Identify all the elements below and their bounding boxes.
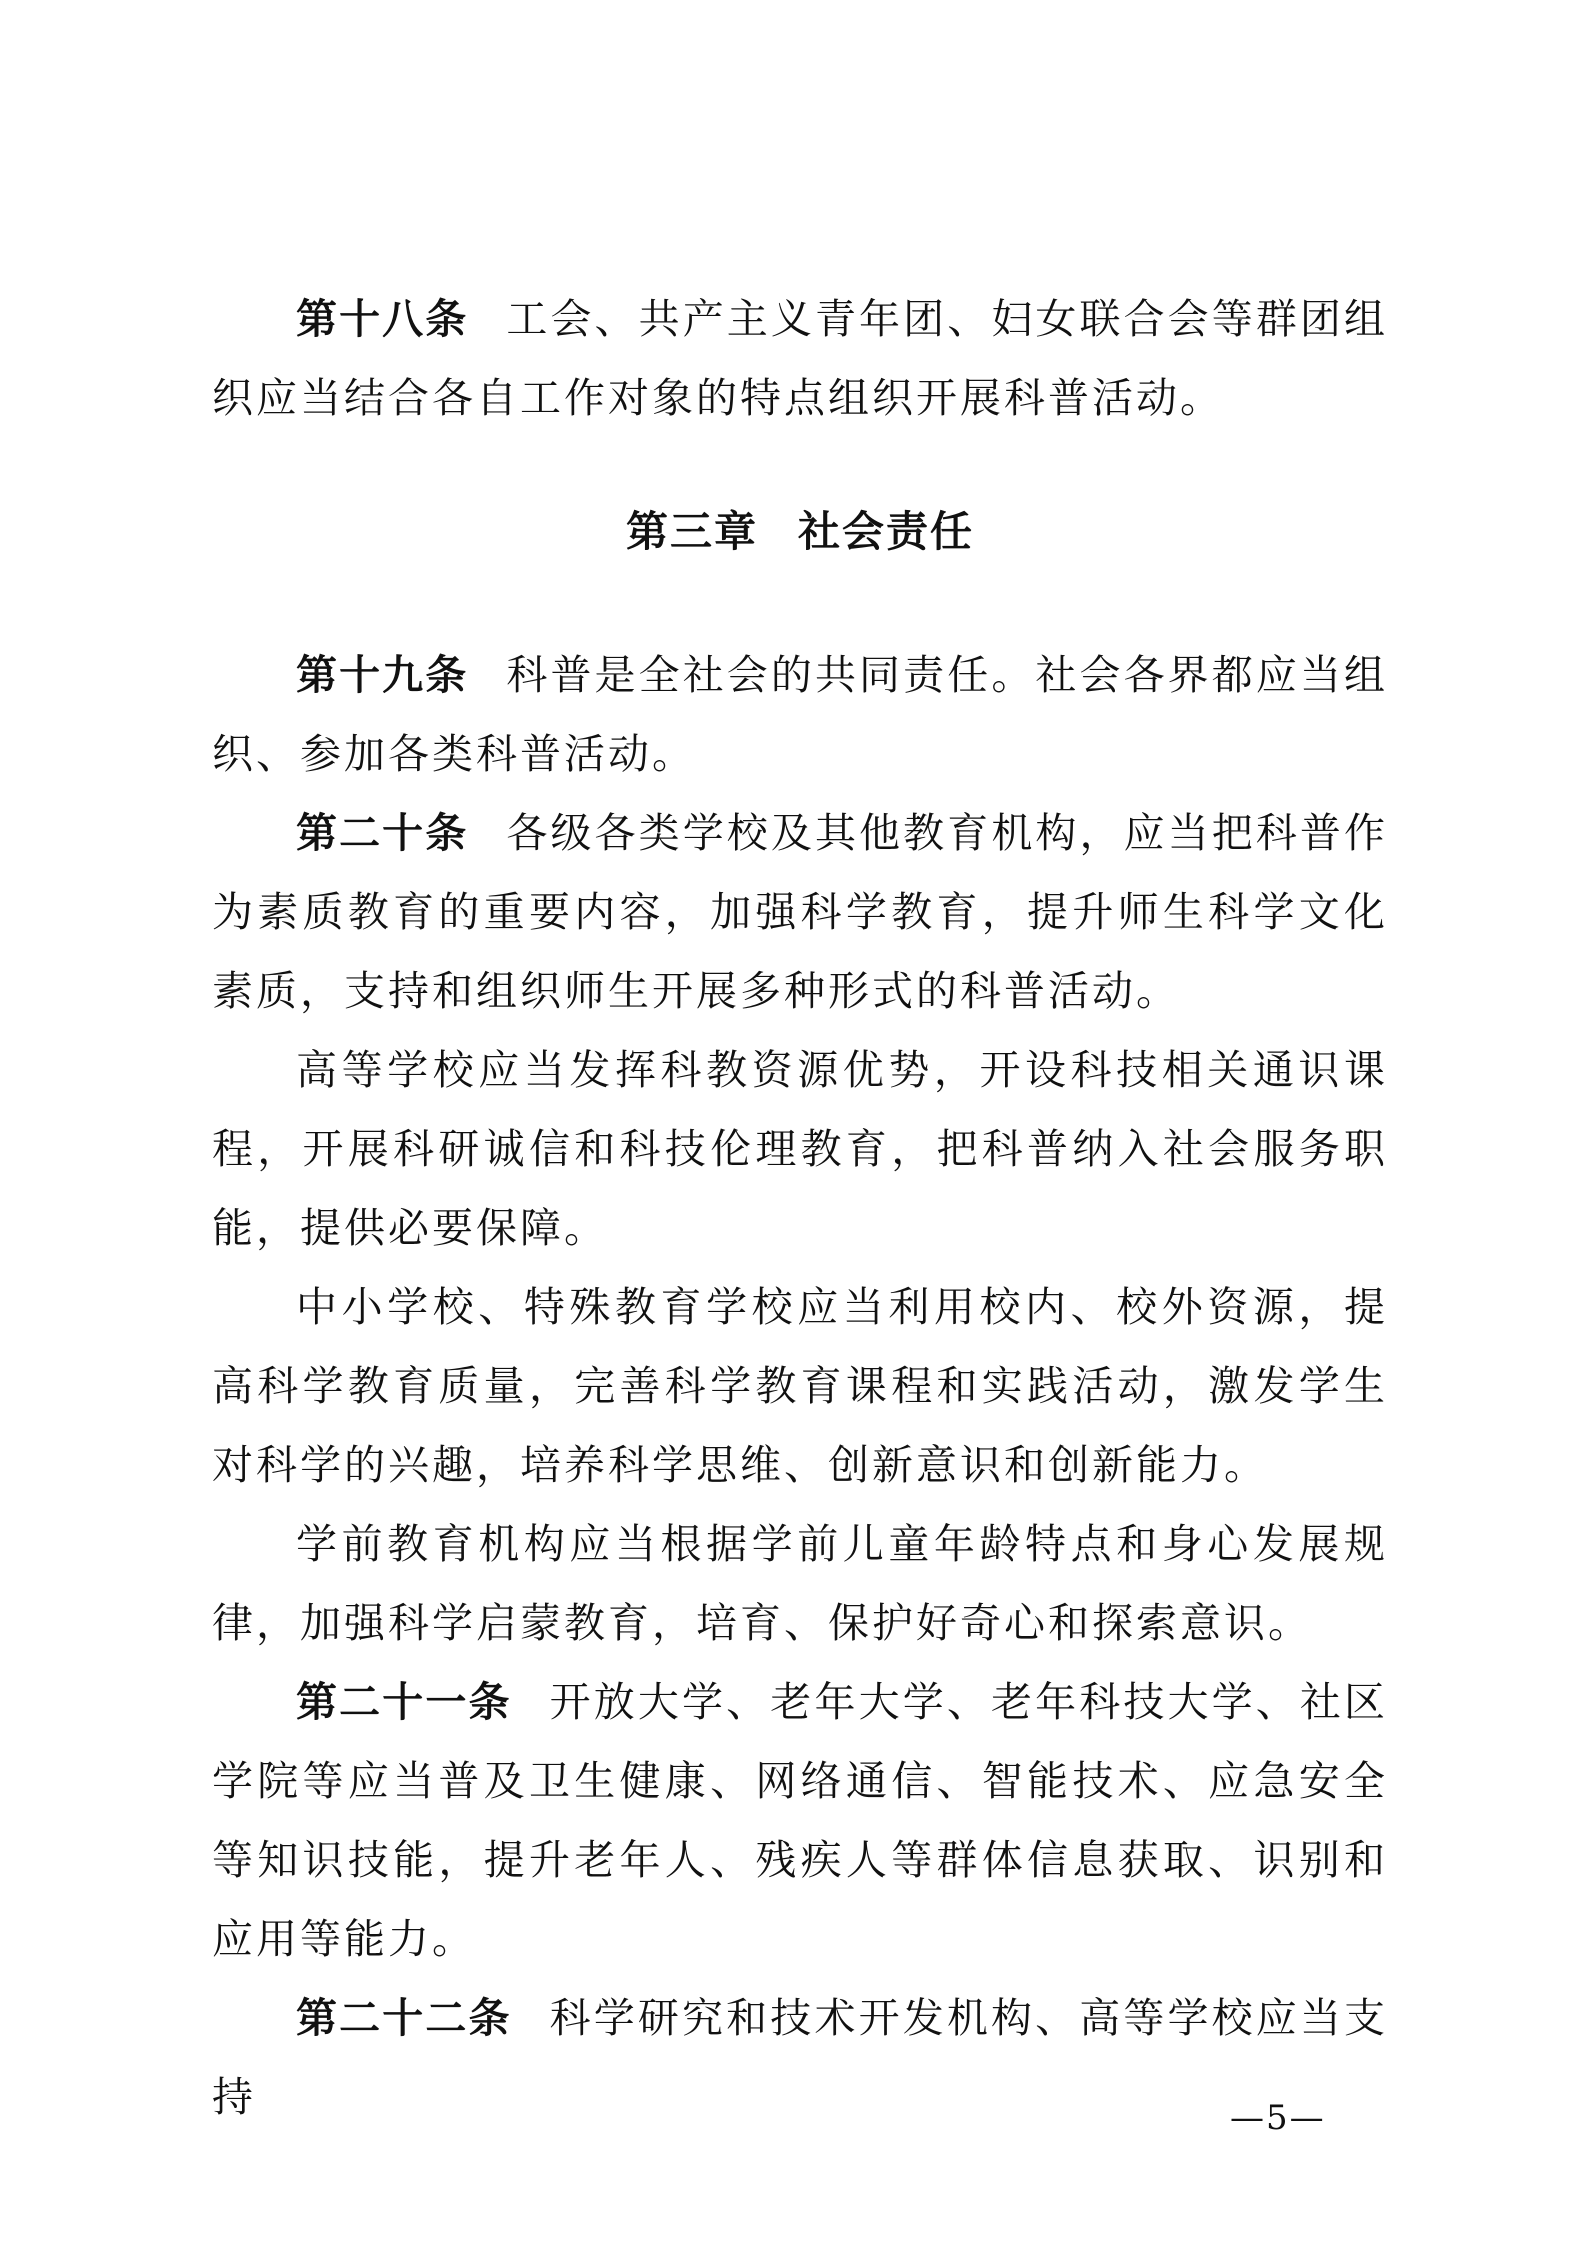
article-text: 科学研究和技术开发机构、高等学校应当支持	[212, 1994, 1389, 2121]
body-text	[212, 280, 1388, 2137]
article-label: 第二十一条	[296, 1678, 512, 1726]
chapter-title: 社会责任	[798, 507, 975, 556]
page-number: —5—	[1230, 2098, 1326, 2138]
article-text: 工会、共产主义青年团、妇女联合会等群团组织应当结合各自工作对象的特点组织开展科普活动。	[212, 295, 1389, 422]
article-text: 科普是全社会的共同责任。社会各界都应当组织、参加各类科普活动。	[212, 651, 1389, 778]
paragraph-higher-education: 高等学校应当发挥科教资源优势，开设科技相关通识课程，开展科研诚信和科技伦理教育，把科普纳入社会服务职能，提供必要保障。	[212, 1046, 1388, 1252]
article-label: 第二十条	[296, 809, 469, 857]
chapter-heading	[212, 492, 1388, 571]
article-19	[212, 636, 1388, 794]
chapter-number: 第三章	[625, 507, 758, 556]
article-22	[212, 1979, 1388, 2137]
article-21	[212, 1663, 1388, 1979]
paragraph-preschool: 学前教育机构应当根据学前儿童年龄特点和身心发展规律，加强科学启蒙教育，培育、保护好奇心和探索意识。	[212, 1520, 1388, 1647]
article-text: 各级各类学校及其他教育机构，应当把科普作为素质教育的重要内容，加强科学教育，提升师生科学文化素质，支持和组织师生开展多种形式的科普活动。	[212, 809, 1389, 1015]
article-18	[212, 280, 1388, 438]
article-20	[212, 794, 1388, 1031]
paragraph-primary-secondary-schools: 中小学校、特殊教育学校应当利用校内、校外资源，提高科学教育质量，完善科学教育课程和实践活动，激发学生对科学的兴趣，培养科学思维、创新意识和创新能力。	[212, 1283, 1388, 1489]
article-label: 第十八条	[296, 295, 469, 343]
article-text: 开放大学、老年大学、老年科技大学、社区学院等应当普及卫生健康、网络通信、智能技术、应急安全等知识技能，提升老年人、残疾人等群体信息获取、识别和应用等能力。	[212, 1678, 1389, 1963]
article-label: 第二十二条	[296, 1994, 512, 2042]
article-label: 第十九条	[296, 651, 469, 699]
